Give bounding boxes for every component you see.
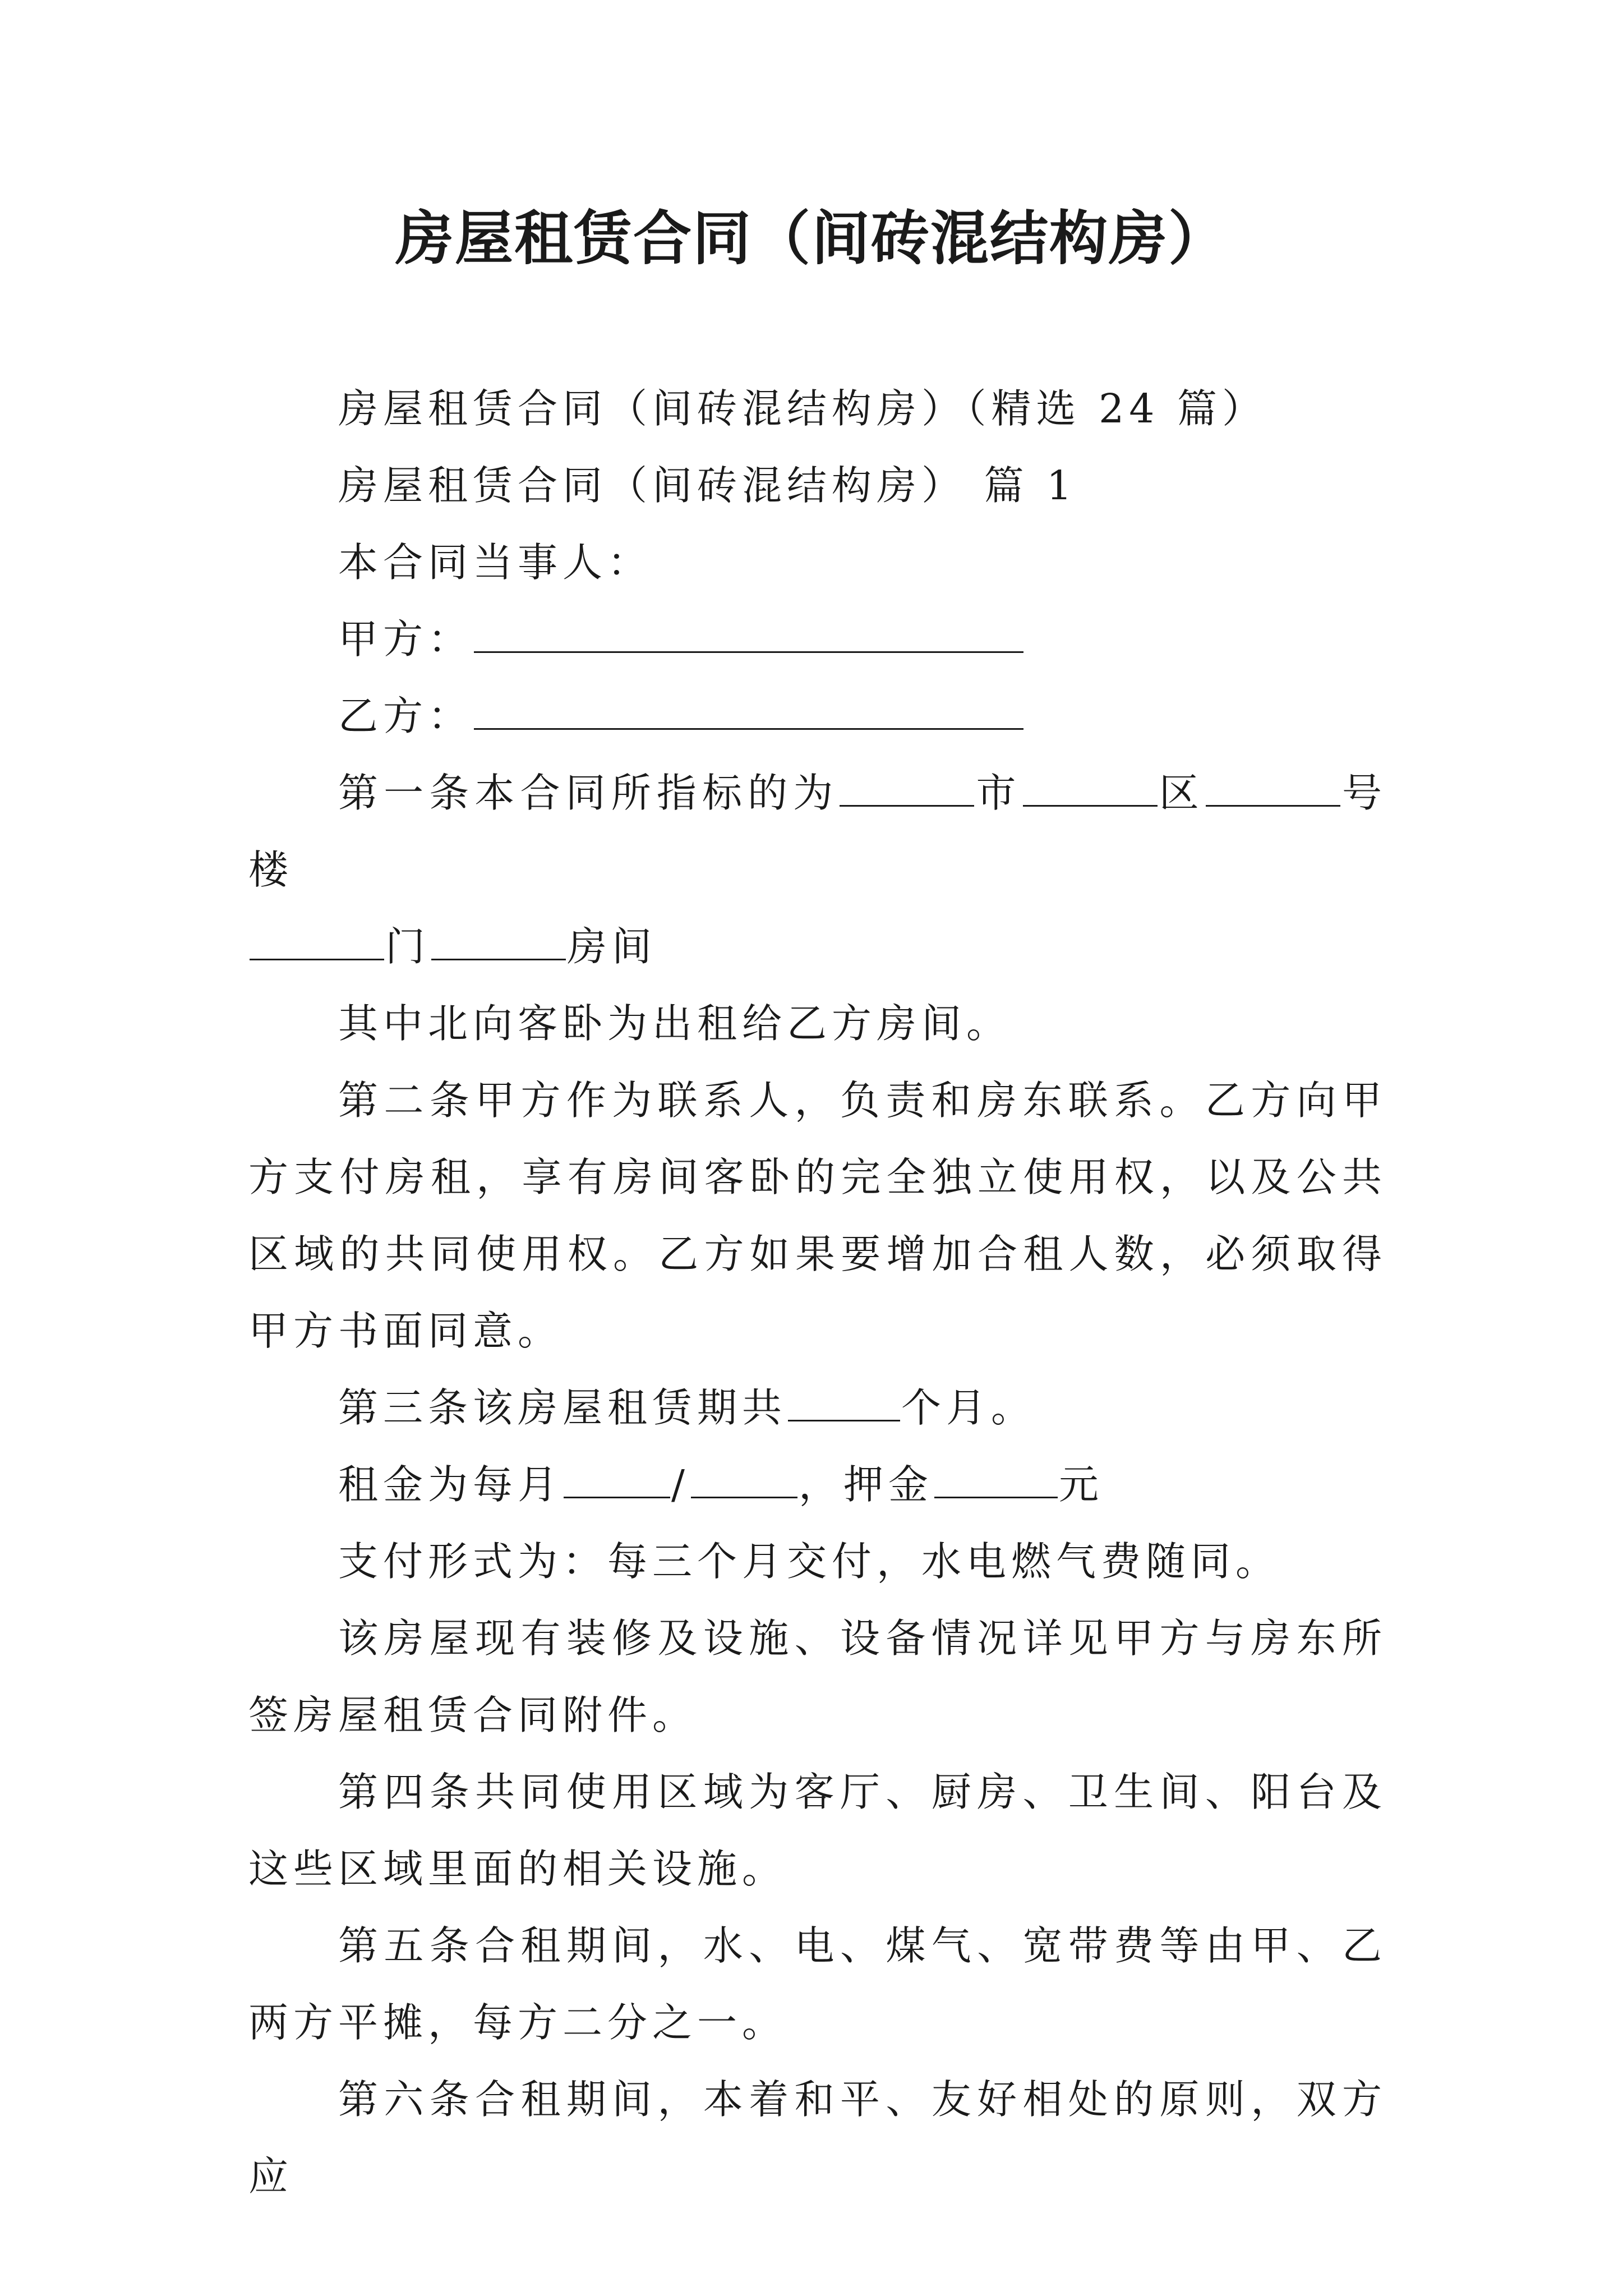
article-1-continued: [248, 908, 1387, 985]
deposit-label: ，押金: [798, 1461, 933, 1508]
article-1: [248, 754, 1387, 908]
deposit-unit: 元: [1058, 1461, 1104, 1508]
gate-label: 门: [385, 923, 431, 970]
payment-terms: 支付形式为：每三个月交付，水电燃气费随同。: [338, 1538, 1281, 1585]
building-label: 号楼: [248, 770, 1387, 893]
city-label: 市: [975, 770, 1022, 816]
document-title: 房屋租赁合同（间砖混结构房）: [395, 204, 1228, 273]
party-a-label: 甲方：: [338, 616, 473, 662]
party-b-line: [248, 678, 1387, 754]
article-2: 第二条甲方作为联系人，负责和房东联系。乙方向甲方支付房租，享有房间客卧的完全独立使用权，以及公共区域的共同使用权。乙方如果要增加合租人数，必须取得甲方书面同意。: [248, 1077, 1387, 1354]
building-blank: [1206, 770, 1340, 807]
district-blank: [1023, 770, 1158, 807]
facilities-note: 该房屋现有装修及设施、设备情况详见甲方与房东所签房屋租赁合同附件。: [248, 1615, 1387, 1738]
rent-line: [248, 1446, 1387, 1523]
document-body: [248, 370, 1387, 2215]
party-b-label: 乙方：: [338, 693, 473, 739]
parties-intro: 本合同当事人：: [338, 539, 653, 586]
party-a-blank: [474, 616, 1023, 653]
article-3-suffix: 个月。: [901, 1384, 1036, 1431]
article-1-prefix: 第一条本合同所指标的为: [338, 770, 839, 816]
party-b-blank: [474, 693, 1023, 730]
subtitle: 房屋租赁合同（间砖混结构房）（精选 24 篇）: [338, 385, 1267, 432]
article-5: 第五条合租期间，水、电、煤气、宽带费等由甲、乙两方平摊，每方二分之一。: [248, 1922, 1387, 2046]
room-blank: [431, 924, 566, 960]
gate-blank: [250, 924, 384, 960]
rent-blank-2: [691, 1462, 797, 1498]
article-3-prefix: 第三条该房屋租赁期共: [338, 1384, 787, 1431]
article-4: 第四条共同使用区域为客厅、厨房、卫生间、阳台及这些区域里面的相关设施。: [248, 1769, 1387, 1892]
article-3: [248, 1369, 1387, 1446]
article-6: 第六条合租期间，本着和平、友好相处的原则，双方应: [248, 2076, 1387, 2200]
city-blank: [840, 770, 974, 807]
room-label: 房间: [567, 923, 657, 970]
deposit-blank: [934, 1462, 1058, 1498]
article-1-note: 其中北向客卧为出租给乙方房间。: [338, 1000, 1012, 1047]
rent-slash: /: [671, 1461, 690, 1508]
party-a-line: [248, 601, 1387, 678]
rent-blank-1: [564, 1462, 670, 1498]
district-label: 区: [1158, 770, 1205, 816]
lease-months-blank: [788, 1385, 900, 1421]
section-heading: 房屋租赁合同（间砖混结构房） 篇 1: [338, 462, 1077, 509]
rent-prefix: 租金为每月: [338, 1461, 563, 1508]
